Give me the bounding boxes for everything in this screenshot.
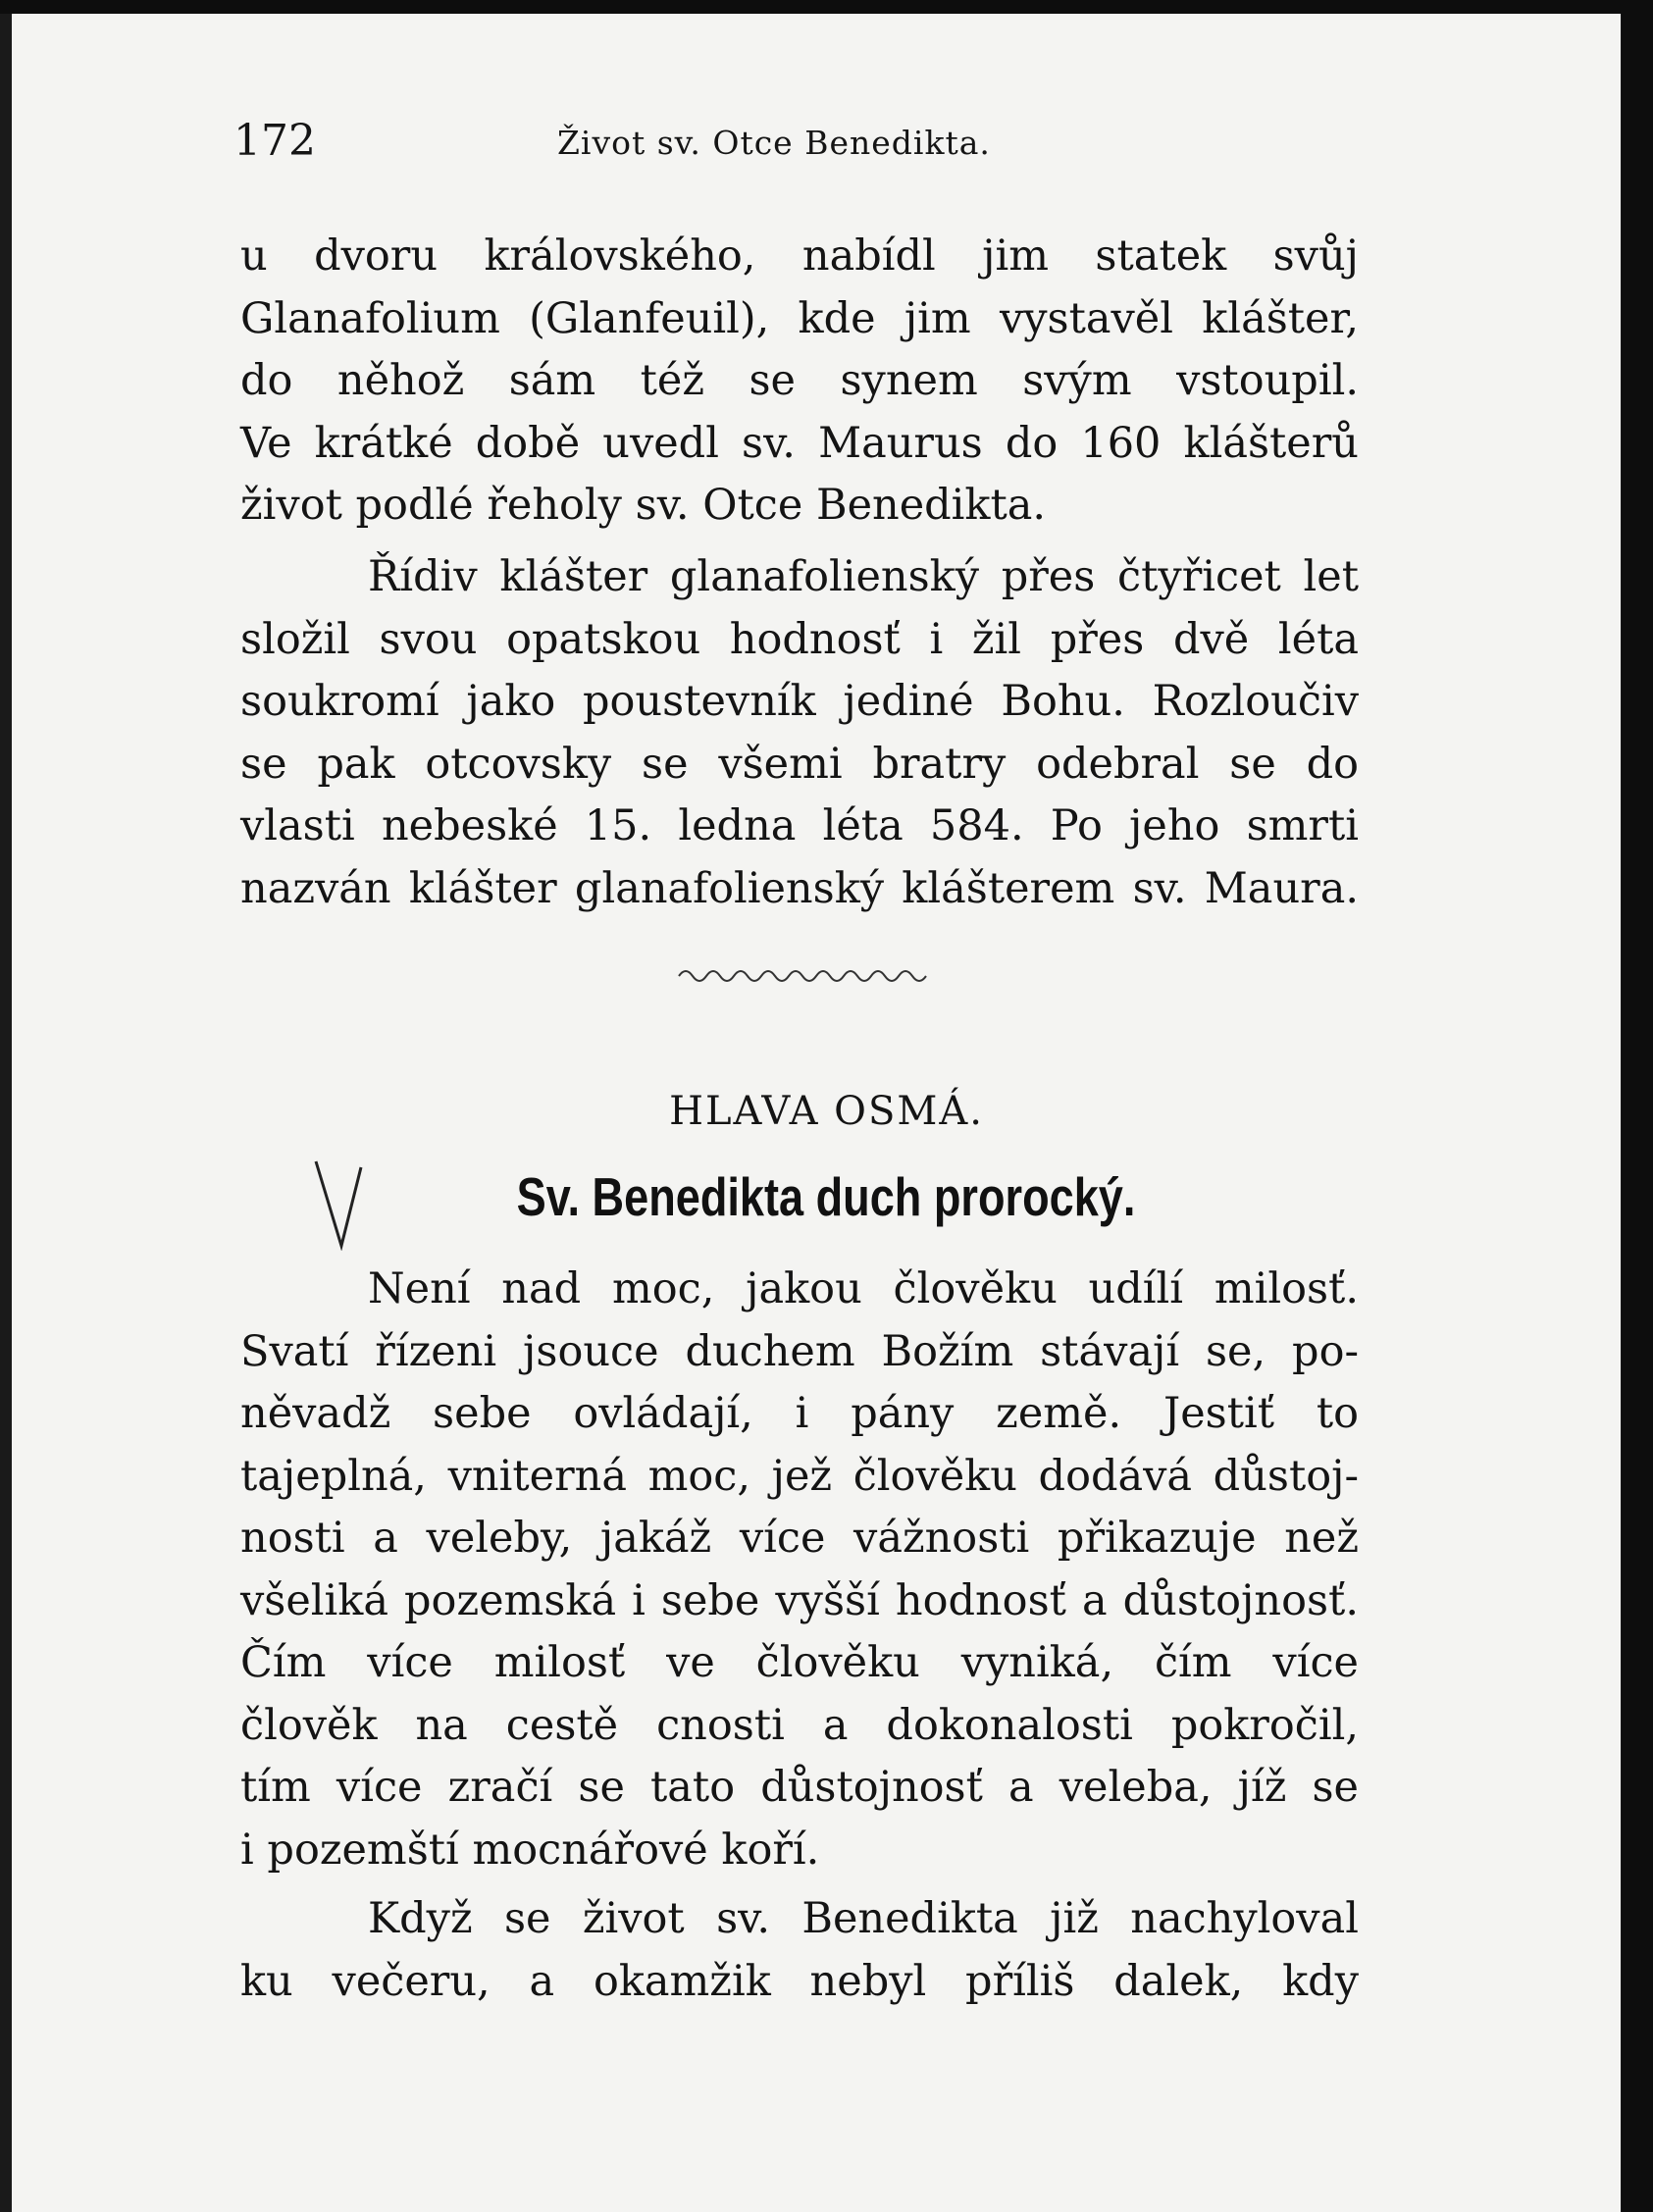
- text-line: se pak otcovsky se všemi bratry odebral se do: [240, 739, 1359, 789]
- text-line: do něhož sám též se synem svým vstoupil.: [240, 356, 1359, 405]
- text-line: něvadž sebe ovládají, i pány země. Jestiť to: [240, 1389, 1359, 1438]
- chapter-title: Sv. Benedikta duch prorocký.: [516, 1166, 1136, 1227]
- chapter-heading: HLAVA OSMÁ.: [669, 1089, 984, 1134]
- paragraph-1: [240, 226, 1359, 538]
- page-header: [233, 116, 1391, 175]
- scan-top-edge: [0, 0, 1653, 14]
- text-line: Ve krátké době uvedl sv. Maurus do 160 klášterů: [240, 418, 1359, 468]
- text-line: Řídiv klášter glanafolienský přes čtyřicet let: [368, 552, 1359, 601]
- running-title: Život sv. Otce Benedikta.: [557, 124, 991, 162]
- paragraph-3: [240, 1259, 1359, 1881]
- text-line: tím více zračí se tato důstojnosť a veleba, jíž se: [240, 1763, 1359, 1812]
- text-line: ku večeru, a okamžik nebyl příliš dalek, kdy: [240, 1956, 1359, 2006]
- text-line: nazván klášter glanafolienský klášterem sv. Maura.: [240, 863, 1359, 913]
- text-line: Glanafolium (Glanfeuil), kde jim vystavěl klášter,: [240, 293, 1359, 343]
- text-line: všeliká pozemská i sebe vyšší hodnosť a důstojnosť.: [240, 1575, 1359, 1625]
- text-line: tajeplná, vniterná moc, jež člověku dodává důstoj-: [240, 1451, 1359, 1501]
- text-line: Není nad moc, jakou člověku udílí milosť.: [368, 1264, 1359, 1313]
- text-line: člověk na cestě cnosti a dokonalosti pokročil,: [240, 1700, 1359, 1750]
- text-line: i pozemští mocnářové koří.: [240, 1825, 820, 1875]
- paragraph-2: [240, 546, 1359, 920]
- text-line: nosti a veleby, jakáž více vážnosti přikazuje než: [240, 1514, 1359, 1563]
- wavy-divider-ornament: [677, 964, 932, 988]
- text-line: vlasti nebeské 15. ledna léta 584. Po jeho smrti: [240, 801, 1359, 850]
- text-line: Svatí řízeni jsouce duchem Božím stávají se, po-: [240, 1326, 1359, 1376]
- text-line: soukromí jako poustevník jediné Bohu. Rozloučiv: [240, 677, 1359, 726]
- text-line: život podlé řeholy sv. Otce Benedikta.: [240, 481, 1047, 530]
- text-line: Když se život sv. Benedikta již nachyloval: [368, 1894, 1359, 1943]
- text-line: složil svou opatskou hodnosť i žil přes dvě léta: [240, 614, 1359, 664]
- page-number: 172: [233, 116, 316, 166]
- text-line: u dvoru královského, nabídl jim statek svůj: [240, 231, 1359, 281]
- paragraph-4: [240, 1888, 1359, 2013]
- text-line: Čím více milosť ve člověku vyniká, čím více: [240, 1638, 1359, 1687]
